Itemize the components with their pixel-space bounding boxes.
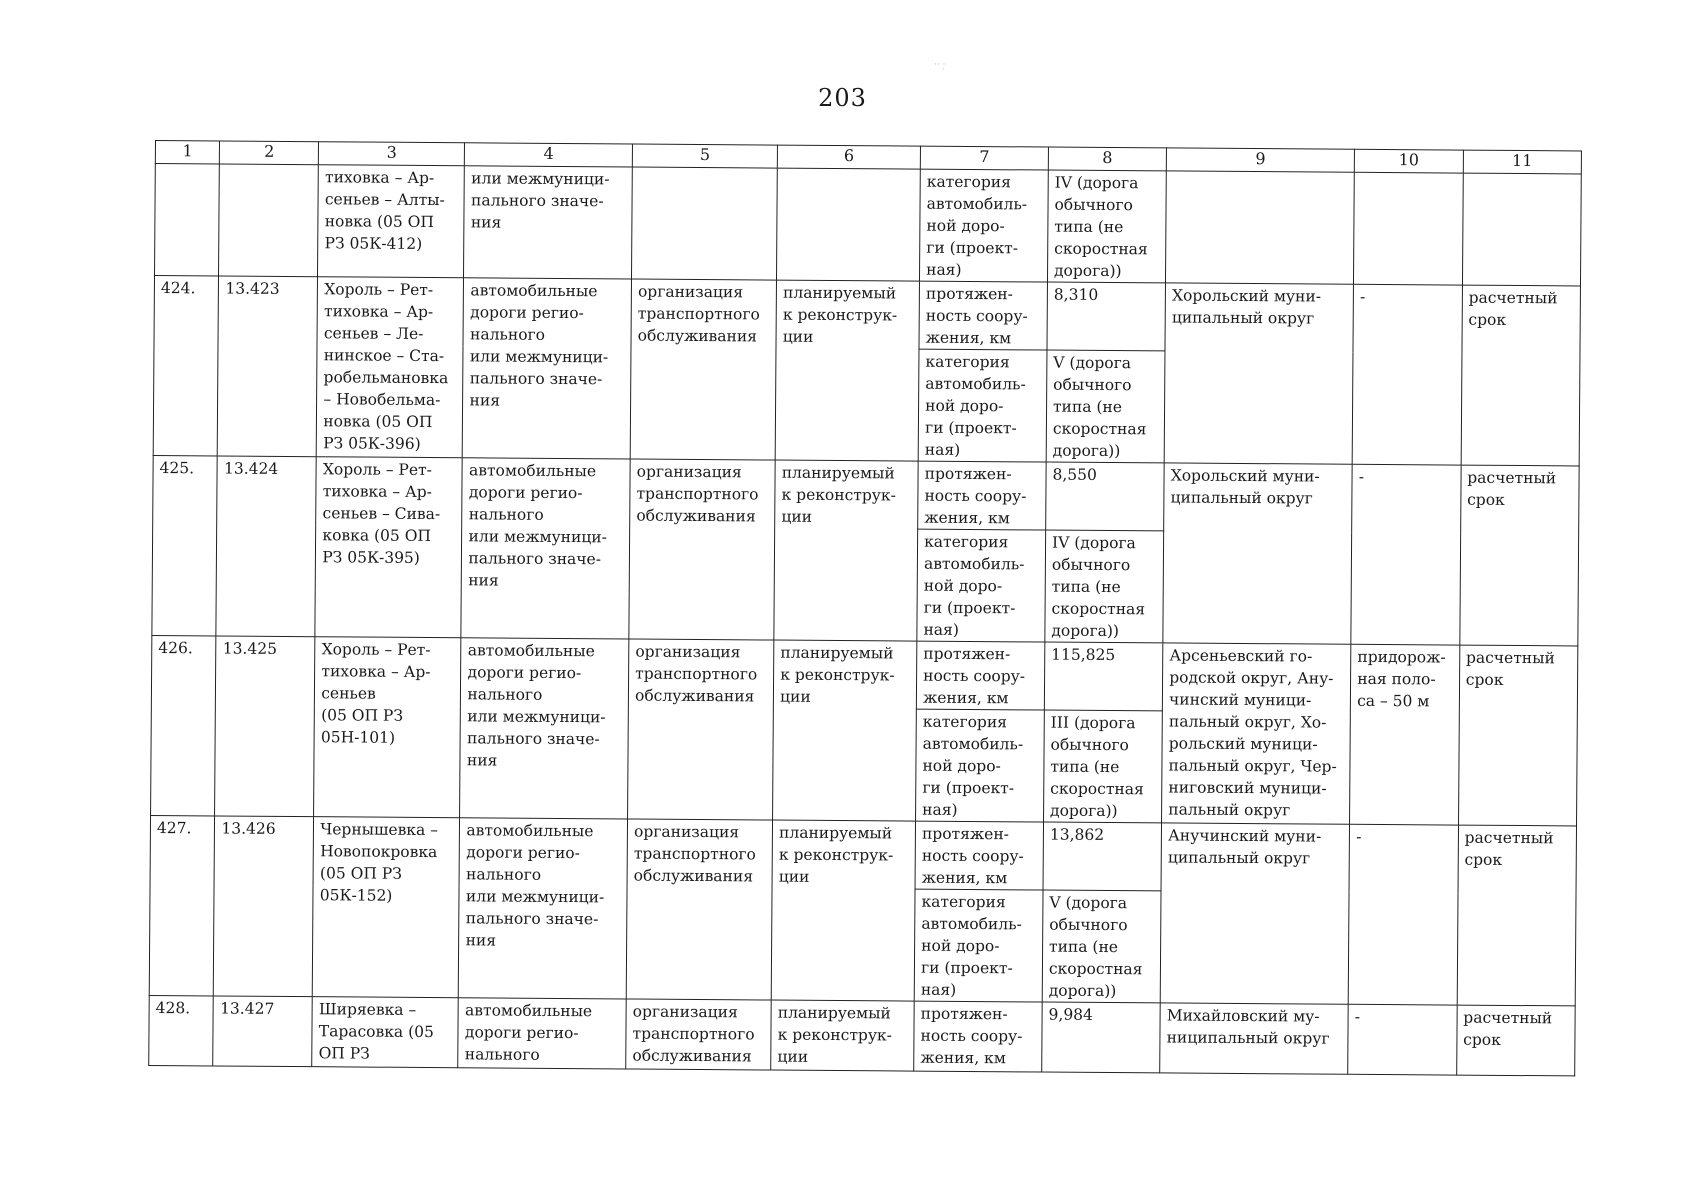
table-row [151, 635, 1577, 713]
status-cell: планируемый к реконструк- ции [773, 640, 917, 821]
purpose-cell: организация транспортного обслуживания [629, 459, 775, 640]
code-cell: 13.425 [215, 636, 315, 817]
column-header: 1 [155, 141, 220, 164]
column-header: 11 [1463, 150, 1581, 174]
location-cell: Арсеньевский го- родской округ, Ану- чинский муници- пальный округ, Хо- рольский муници- пальный округ, Чер- ниговский муници- пальный округ [1162, 643, 1351, 824]
parameter-label-cell: категория автомобиль- ной доро- ги (проект- ная) [914, 889, 1043, 1002]
parameter-value-cell: V (дорога обычного типа (не скоростная дорога)) [1042, 890, 1161, 1003]
status-cell [777, 168, 921, 281]
code-cell: 13.424 [216, 456, 316, 637]
parameter-label-cell: протяжен- ность соору- жения, км [916, 641, 1044, 710]
road-name-cell: Чернышевка – Новопокровка (05 ОП РЗ 05К-152) [313, 817, 460, 998]
continuation-row [155, 164, 1582, 286]
parameter-value-cell: 13,862 [1043, 822, 1162, 891]
parameter-label-cell: протяжен- ность соору- жения, км [914, 1001, 1042, 1072]
location-cell: Михайловский му- ниципальный округ [1160, 1003, 1349, 1074]
parameter-label-cell: протяжен- ность соору- жения, км [919, 281, 1047, 350]
road-name-cell: Хороль – Рет- тиховка – Ар- сеньев (05 ОП РЗ 05Н-101) [314, 637, 461, 818]
zone-cell: - [1352, 284, 1462, 465]
zone-cell: придорож- ная поло- са – 50 м [1350, 644, 1460, 825]
row-number-cell: 424. [153, 276, 219, 456]
road-name-cell: Хороль – Рет- тиховка – Ар- сеньев – Ле- нинское – Ста- робельмановка – Новобельма- новка (05 ОП РЗ 05К-396) [317, 277, 464, 458]
parameter-value-cell: V (дорога обычного типа (не скоростная дорога)) [1046, 350, 1165, 463]
code-cell: 13.426 [214, 816, 314, 997]
row-number-cell: 425. [152, 455, 218, 635]
row-number-cell: 427. [149, 815, 215, 995]
road-type-cell: автомобильные дороги регио- нального или межмуници- пального значе- ния [460, 638, 629, 819]
term-cell: расчетный срок [1460, 465, 1580, 646]
parameter-label-cell: категория автомобиль- ной доро- ги (проект- ная) [920, 169, 1049, 282]
road-name-cell: Хороль – Рет- тиховка – Ар- сеньев – Сива- ковка (05 ОП РЗ 05К-395) [315, 457, 462, 638]
code-cell: 13.427 [213, 996, 312, 1067]
term-cell [1462, 173, 1581, 286]
parameter-label-cell: протяжен- ность соору- жения, км [915, 821, 1043, 890]
column-header: 5 [632, 144, 777, 168]
row-number-cell [155, 164, 220, 276]
road-type-cell: автомобильные дороги регио- нального или межмуници- пального значе- ния [459, 818, 628, 999]
status-cell: планируемый к реконструк- ции [771, 1000, 914, 1071]
location-cell: Хорольский муни- ципальный округ [1163, 463, 1352, 644]
table-row [154, 276, 1580, 354]
road-type-cell: или межмуници- пального значе- ния [464, 166, 632, 279]
parameter-value-cell: 9,984 [1042, 1002, 1161, 1073]
parameter-label-cell: категория автомобиль- ной доро- ги (проект- ная) [916, 709, 1045, 822]
table-row [153, 455, 1579, 533]
table-row [149, 995, 1575, 1075]
parameter-value-cell: 8,550 [1046, 462, 1165, 531]
purpose-cell: организация транспортного обслуживания [630, 279, 776, 460]
parameter-value-cell: III (дорога обычного типа (не скоростная дорога)) [1043, 710, 1162, 823]
column-header: 8 [1048, 147, 1166, 171]
column-header: 7 [920, 146, 1048, 170]
parameter-label-cell: категория автомобиль- ной доро- ги (проект- ная) [918, 349, 1047, 462]
purpose-cell [632, 167, 778, 280]
status-cell: планируемый к реконструк- ции [775, 280, 919, 461]
table-row [150, 815, 1576, 893]
location-cell [1166, 171, 1355, 284]
term-cell: расчетный срок [1458, 645, 1578, 826]
column-header: 2 [220, 141, 319, 165]
column-header: 4 [465, 143, 633, 167]
code-cell: 13.423 [218, 276, 318, 457]
purpose-cell: организация транспортного обслуживания [626, 999, 772, 1070]
zone-cell: - [1348, 824, 1458, 1005]
row-number-cell: 426. [151, 635, 217, 815]
column-header: 9 [1166, 148, 1354, 172]
road-type-cell: автомобильные дороги регио- нального или межмуници- пального значе- ния [463, 278, 632, 459]
parameter-label-cell: категория автомобиль- ной доро- ги (проект- ная) [917, 529, 1046, 642]
road-name-cell: тиховка – Ар- сеньев – Алты- новка (05 ОП РЗ 05К-412) [318, 165, 465, 278]
parameter-value-cell: IV (дорога обычного типа (не скоростная дорога)) [1045, 530, 1164, 643]
page-number: 203 [818, 84, 867, 112]
location-cell: Анучинский муни- ципальный округ [1160, 823, 1349, 1004]
column-header: 6 [777, 145, 920, 169]
term-cell: расчетный срок [1457, 825, 1577, 1006]
road-type-cell: автомобильные дороги регио- нального или межмуници- пального значе- ния [461, 458, 630, 639]
column-header: 10 [1354, 149, 1463, 173]
term-cell: расчетный срок [1461, 285, 1581, 466]
status-cell: планируемый к реконструк- ции [771, 820, 915, 1001]
term-cell: расчетный срок [1456, 1005, 1575, 1076]
location-cell: Хорольский муни- ципальный округ [1164, 283, 1353, 464]
road-type-cell: автомобильные дороги регио- нального [458, 998, 626, 1069]
zone-cell: - [1351, 464, 1461, 645]
code-cell [219, 164, 319, 277]
parameter-label-cell: протяжен- ность соору- жения, км [918, 461, 1046, 530]
status-cell: планируемый к реконструк- ции [774, 460, 918, 641]
road-register-table [148, 140, 1582, 1076]
parameter-value-cell: IV (дорога обычного типа (не скоростная дорога)) [1047, 170, 1166, 283]
zone-cell [1354, 172, 1463, 285]
column-header: 3 [319, 142, 465, 166]
zone-cell: - [1348, 1004, 1457, 1075]
road-name-cell: Ширяевка – Тарасовка (05 ОП РЗ [312, 997, 459, 1068]
row-number-cell: 428. [149, 995, 214, 1065]
purpose-cell: организация транспортного обслуживания [628, 639, 774, 820]
scan-artifact: ·· ·̣ [934, 60, 946, 70]
purpose-cell: организация транспортного обслуживания [626, 819, 772, 1000]
parameter-value-cell: 115,825 [1044, 642, 1163, 711]
parameter-value-cell: 8,310 [1047, 282, 1166, 351]
